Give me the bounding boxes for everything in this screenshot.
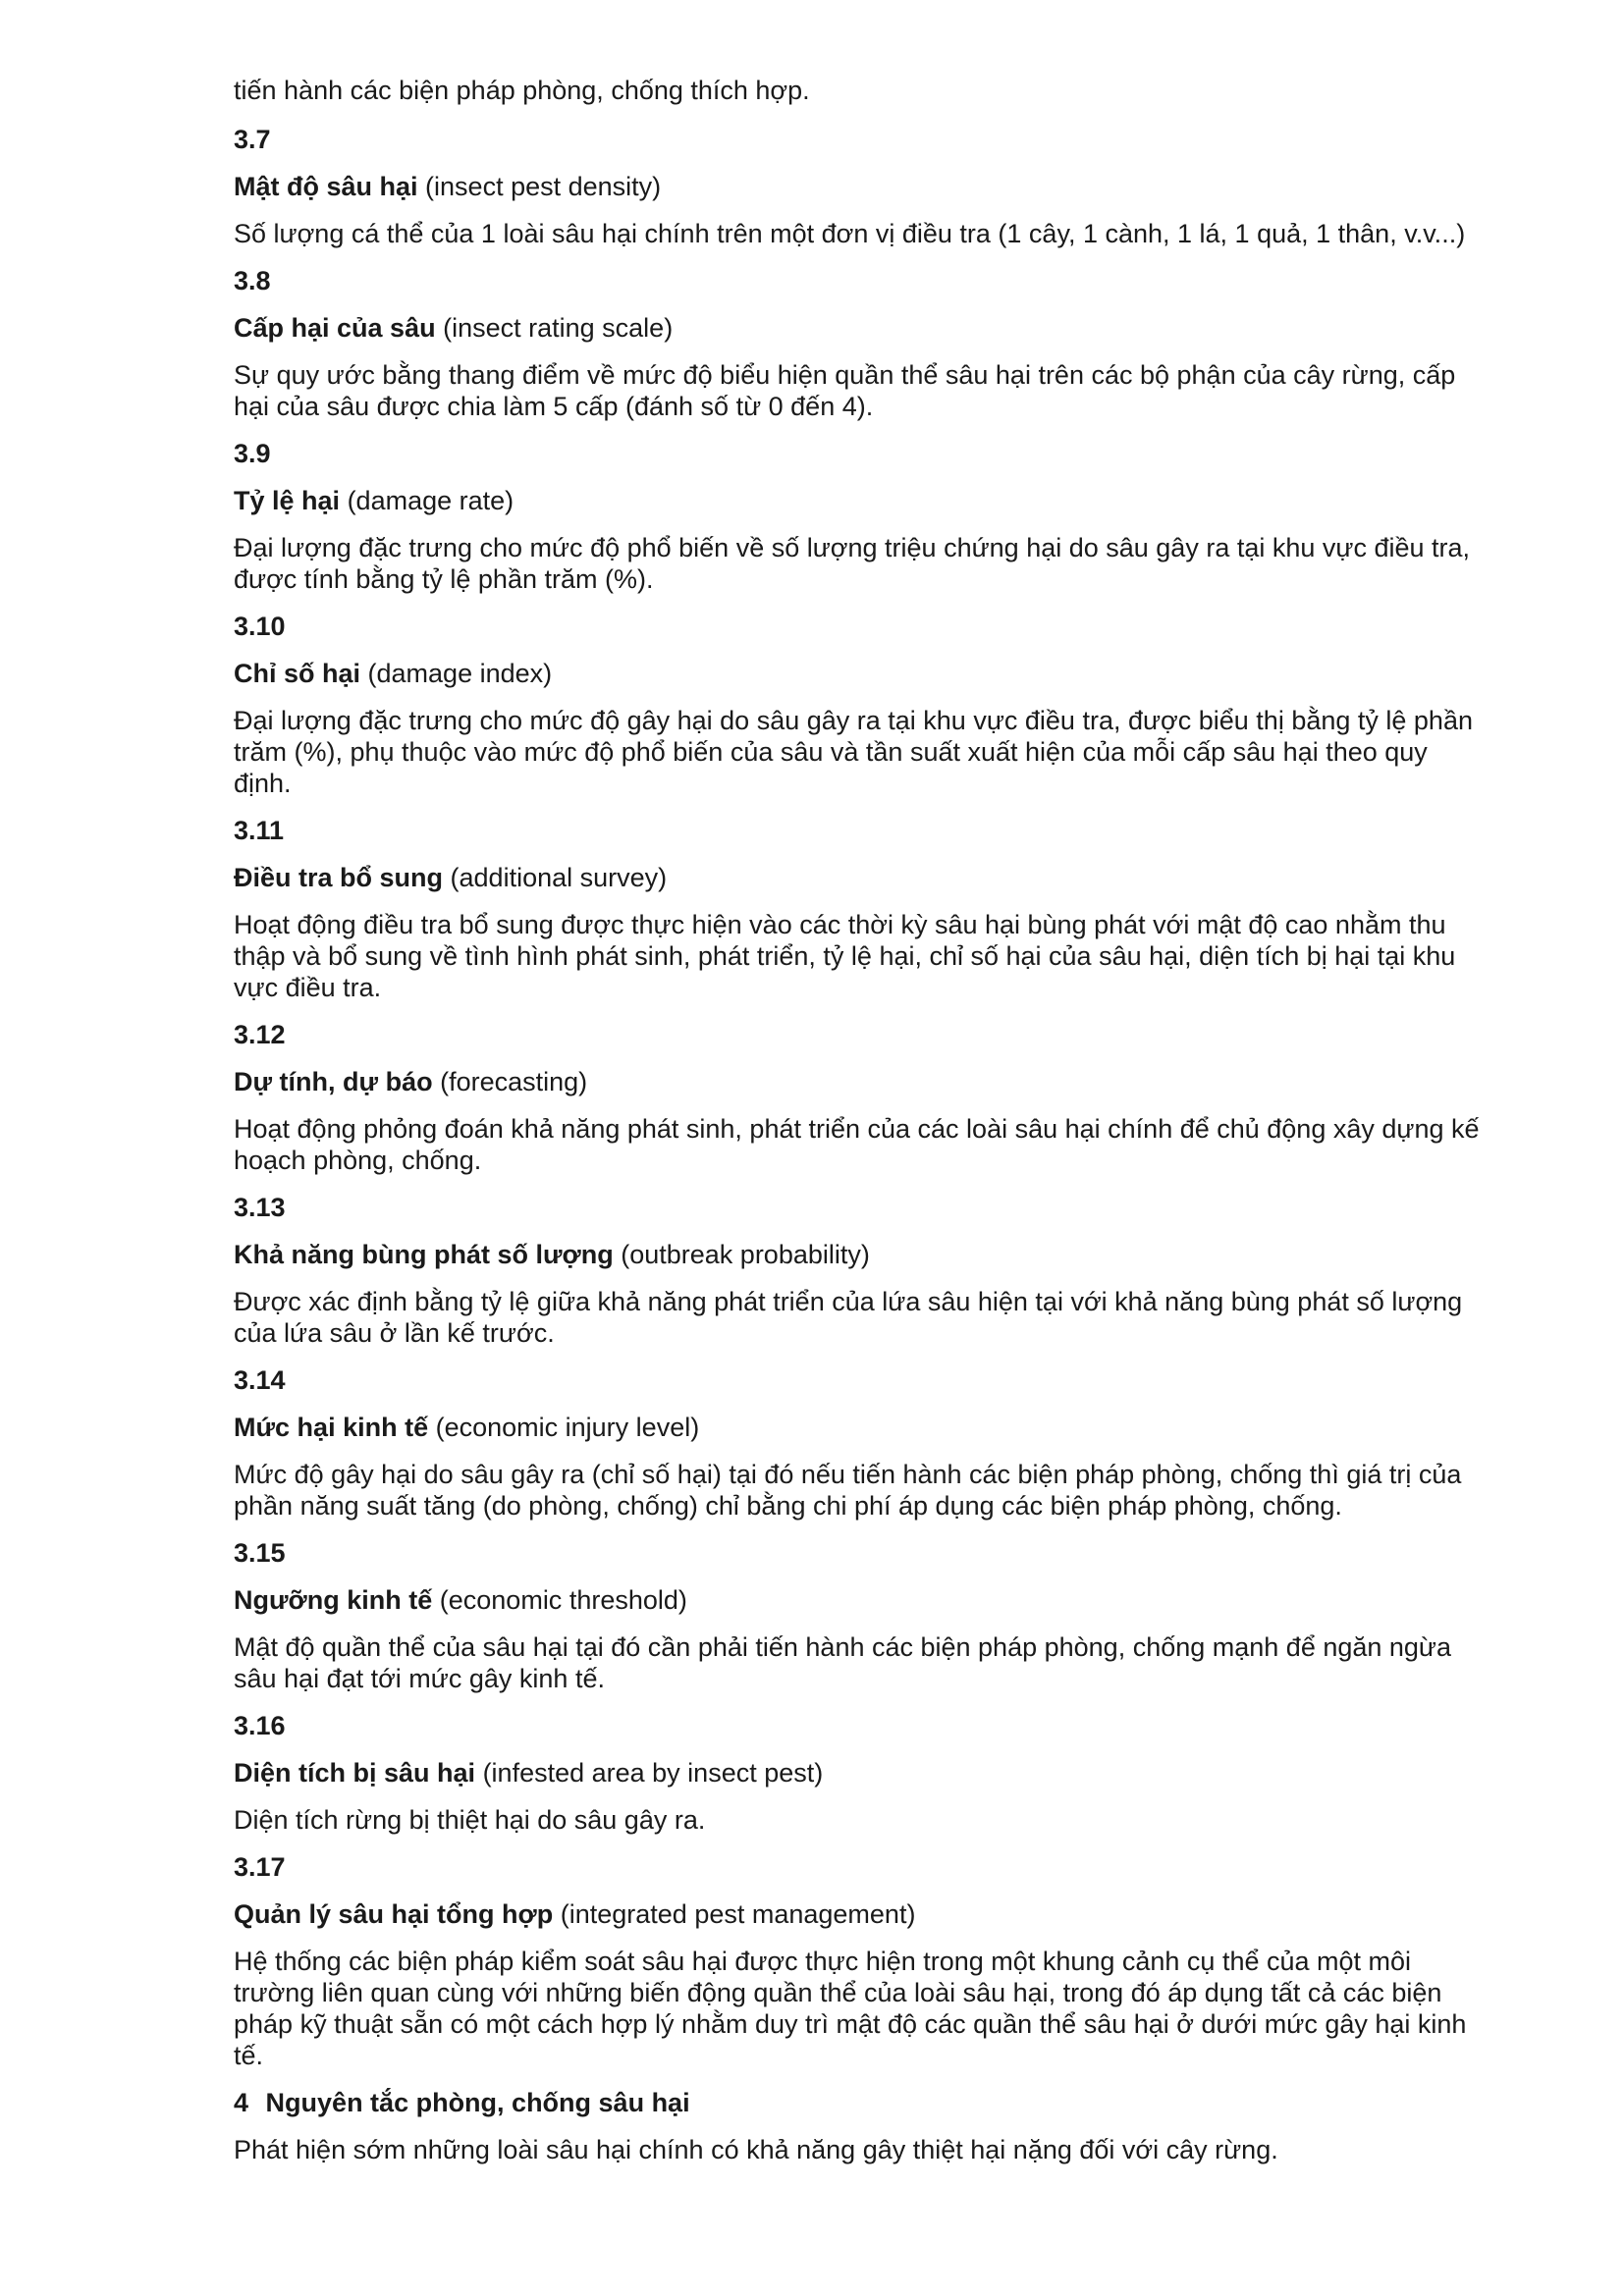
term-definition: Đại lượng đặc trưng cho mức độ phổ biến về số lượng triệu chứng hại do sâu gây ra tại khu vực điều tra, được tính bằng tỷ lệ phần trăm (%). [234, 533, 1471, 594]
term-title [234, 485, 1481, 516]
section-title: Nguyên tắc phòng, chống sâu hại [265, 2088, 690, 2117]
terms-list [234, 124, 1481, 2071]
term-title [234, 1757, 1481, 1789]
term-english: (outbreak probability) [621, 1240, 870, 1269]
term-number: 3.10 [234, 612, 286, 641]
term-vietnamese: Cấp hại của sâu [234, 313, 436, 343]
term-title [234, 1066, 1481, 1097]
term-entry [234, 1710, 1481, 1836]
term-definition: Sự quy ước bằng thang điểm về mức độ biểu hiện quần thể sâu hại trên các bộ phận của cây rừng, cấp hại của sâu được chia làm 5 cấp (đánh số từ 0 đến 4). [234, 360, 1456, 421]
document-page [234, 75, 1481, 2181]
term-vietnamese: Tỷ lệ hại [234, 486, 341, 515]
term-title [234, 312, 1481, 344]
term-number: 3.7 [234, 125, 271, 154]
term-number: 3.16 [234, 1711, 286, 1740]
term-vietnamese: Quản lý sâu hại tổng hợp [234, 1899, 554, 1929]
term-definition: Đại lượng đặc trưng cho mức độ gây hại do sâu gây ra tại khu vực điều tra, được biểu thị bằng tỷ lệ phần trăm (%), phụ thuộc vào mức độ phổ biến của sâu và tần suất xuất hiện của mỗi cấp sâu hại theo quy định. [234, 706, 1473, 798]
section-number: 4 [234, 2088, 249, 2117]
term-english: (infested area by insect pest) [482, 1758, 824, 1788]
term-title [234, 1239, 1481, 1270]
term-definition: Mật độ quần thể của sâu hại tại đó cần phải tiến hành các biện pháp phòng, chống mạnh để ngăn ngừa sâu hại đạt tới mức gây kinh tế. [234, 1632, 1452, 1693]
term-number: 3.15 [234, 1538, 286, 1568]
term-definition: Diện tích rừng bị thiệt hại do sâu gây ra. [234, 1805, 706, 1835]
section-paragraph: Phát hiện sớm những loài sâu hại chính có khả năng gây thiệt hại nặng đối với cây rừng. [234, 2135, 1278, 2164]
term-english: (damage index) [367, 659, 553, 688]
term-english: (insect pest density) [425, 172, 662, 201]
term-title [234, 862, 1481, 893]
term-vietnamese: Điều tra bổ sung [234, 863, 444, 892]
term-entry [234, 1851, 1481, 2071]
section-heading [234, 2087, 1481, 2118]
lead-text: tiến hành các biện pháp phòng, chống thích hợp. [234, 76, 810, 105]
term-number: 3.14 [234, 1365, 286, 1395]
term-english: (economic injury level) [435, 1413, 700, 1442]
term-title [234, 171, 1481, 202]
term-vietnamese: Khả năng bùng phát số lượng [234, 1240, 614, 1269]
term-entry [234, 124, 1481, 249]
term-english: (damage rate) [347, 486, 514, 515]
term-title [234, 1898, 1481, 1930]
term-entry [234, 265, 1481, 422]
term-number: 3.12 [234, 1020, 286, 1049]
term-entry [234, 1019, 1481, 1176]
term-vietnamese: Mức hại kinh tế [234, 1413, 429, 1442]
term-vietnamese: Diện tích bị sâu hại [234, 1758, 476, 1788]
term-english: (forecasting) [440, 1067, 588, 1096]
term-vietnamese: Mật độ sâu hại [234, 172, 418, 201]
term-vietnamese: Dự tính, dự báo [234, 1067, 433, 1096]
term-definition: Mức độ gây hại do sâu gây ra (chỉ số hại) tại đó nếu tiến hành các biện pháp phòng, chống thì giá trị của phần năng suất tăng (do phòng, chống) chỉ bằng chi phí áp dụng các biện pháp phòng, chống. [234, 1460, 1462, 1521]
term-entry [234, 1192, 1481, 1349]
term-title [234, 1412, 1481, 1443]
term-definition: Hoạt động điều tra bổ sung được thực hiện vào các thời kỳ sâu hại bùng phát với mật độ cao nhằm thu thập và bổ sung về tình hình phát sinh, phát triển, tỷ lệ hại, chỉ số hại của sâu hại, diện tích bị hại tại khu vực điều tra. [234, 910, 1456, 1002]
term-entry [234, 438, 1481, 595]
term-definition: Số lượng cá thể của 1 loài sâu hại chính trên một đơn vị điều tra (1 cây, 1 cành, 1 lá, 1 quả, 1 thân, v.v...) [234, 219, 1466, 248]
term-number: 3.11 [234, 816, 285, 845]
term-vietnamese: Ngưỡng kinh tế [234, 1585, 433, 1615]
term-english: (additional survey) [450, 863, 668, 892]
term-english: (economic threshold) [439, 1585, 687, 1615]
term-entry [234, 815, 1481, 1003]
term-vietnamese: Chỉ số hại [234, 659, 361, 688]
term-number: 3.9 [234, 439, 271, 468]
term-number: 3.8 [234, 266, 271, 295]
term-entry [234, 1537, 1481, 1694]
term-title [234, 1584, 1481, 1616]
term-title [234, 658, 1481, 689]
term-english: (integrated pest management) [560, 1899, 916, 1929]
term-number: 3.17 [234, 1852, 286, 1882]
term-number: 3.13 [234, 1193, 286, 1222]
term-english: (insect rating scale) [443, 313, 674, 343]
term-definition: Hệ thống các biện pháp kiểm soát sâu hại được thực hiện trong một khung cảnh cụ thể của một môi trường liên quan cùng với những biến động quần thể của loài sâu hại, trong đó áp dụng tất cả các biện pháp kỹ thuật sẵn có một cách hợp lý nhằm duy trì mật độ các quần thể sâu hại ở dưới mức gây hại kinh tế. [234, 1947, 1467, 2070]
term-definition: Hoạt động phỏng đoán khả năng phát sinh, phát triển của các loài sâu hại chính để chủ động xây dựng kế hoạch phòng, chống. [234, 1114, 1480, 1175]
term-entry [234, 611, 1481, 799]
term-definition: Được xác định bằng tỷ lệ giữa khả năng phát triển của lứa sâu hiện tại với khả năng bùng phát số lượng của lứa sâu ở lần kế trước. [234, 1287, 1463, 1348]
term-entry [234, 1364, 1481, 1522]
